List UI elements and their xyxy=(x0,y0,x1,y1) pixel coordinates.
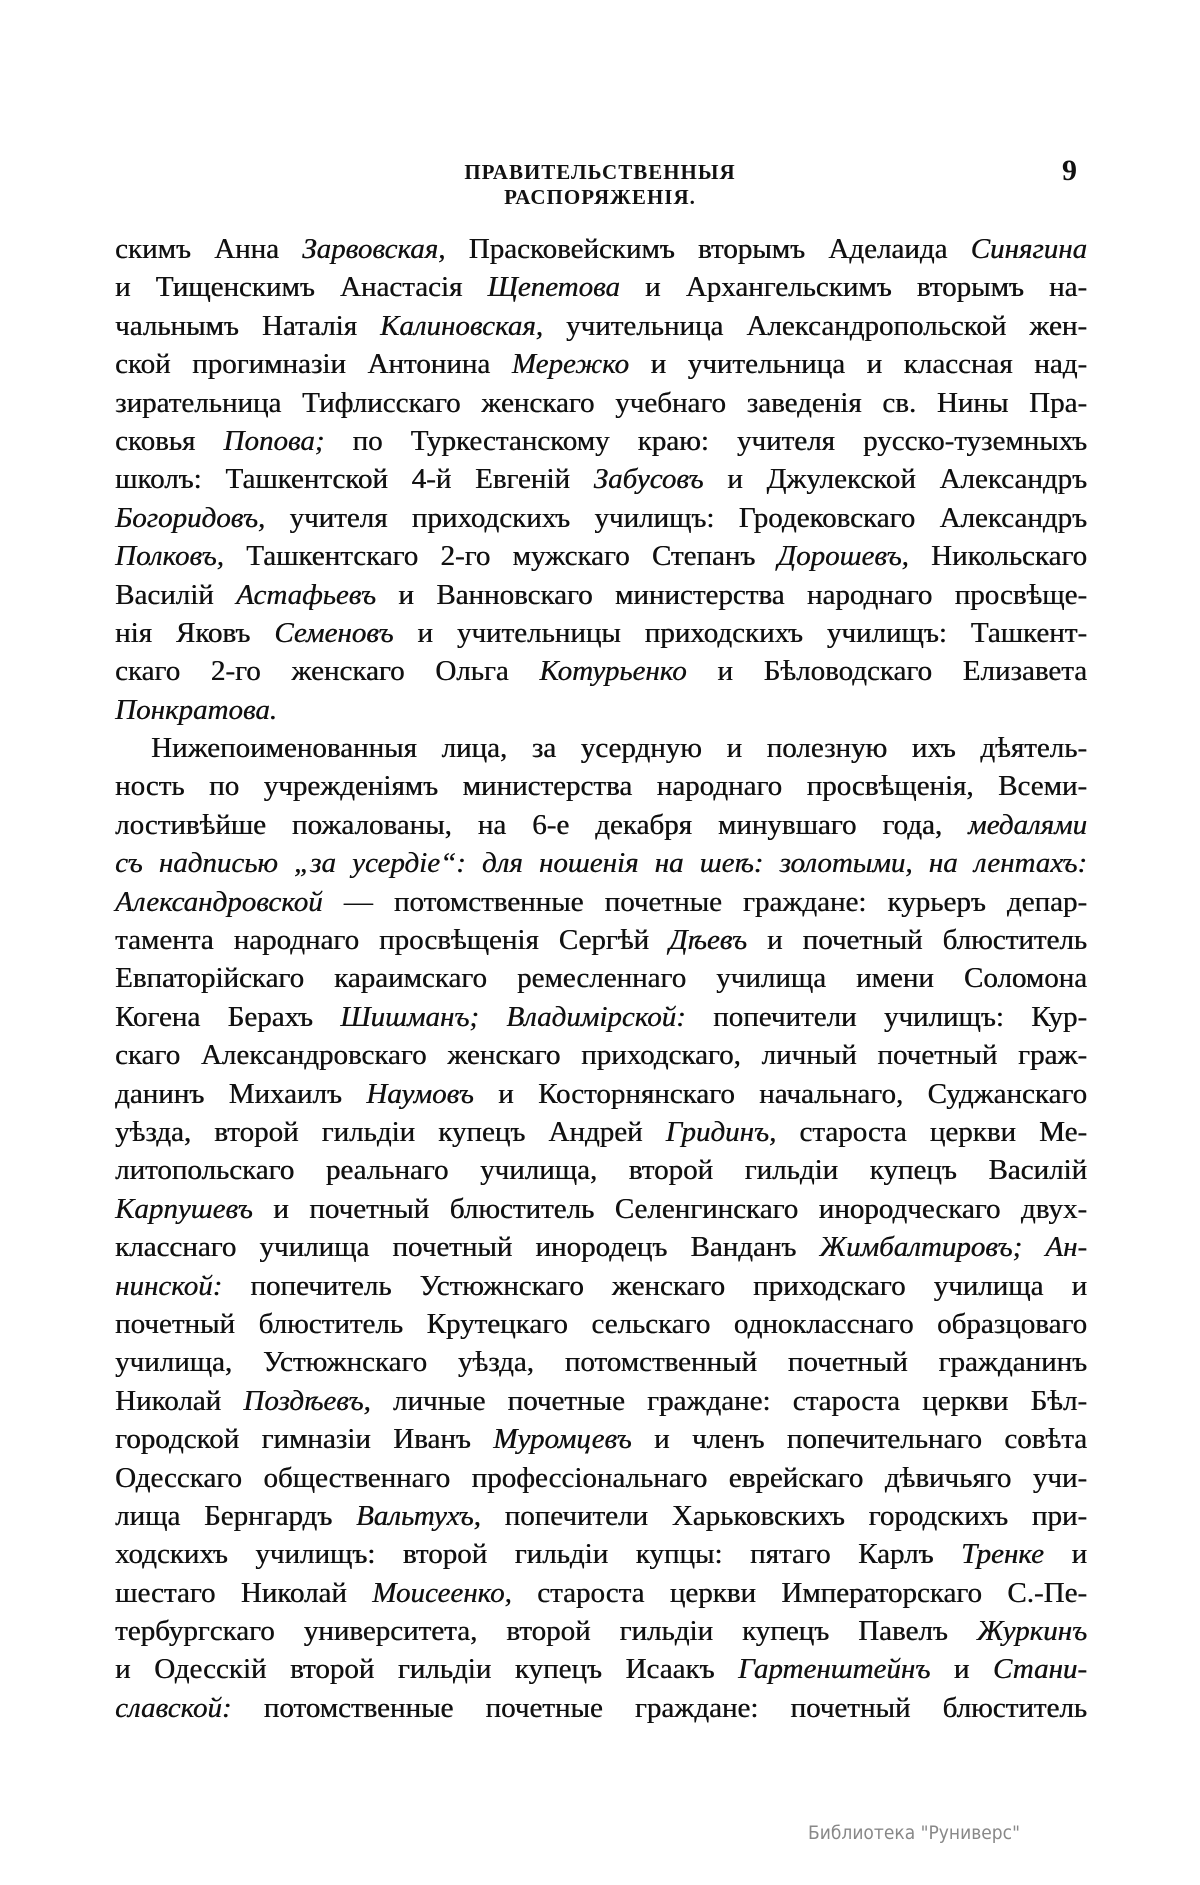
text-line xyxy=(115,499,1087,537)
text-segment: училища, Устюжнскаго уѣзда, потомственный почетный гражданинъ xyxy=(115,1346,1087,1379)
text-line xyxy=(115,576,1087,614)
text-segment: по Туркестанскому краю: учителя русско-туземныхъ xyxy=(324,424,1087,457)
text-segment: Прасковейскимъ вторымъ Аделаида xyxy=(445,233,971,265)
italic-name-segment: Тренке xyxy=(961,1538,1044,1571)
italic-name-segment: Наумовъ xyxy=(366,1077,474,1110)
italic-name-segment: съ надписью „за усердіе“: для ношенія на шеѣ: золотыми, на лентахъ: xyxy=(115,847,1087,880)
italic-name-segment: Моисеенко, xyxy=(372,1576,512,1609)
italic-name-segment: Гридинъ, xyxy=(665,1115,777,1148)
text-segment: учительница Александропольской жен- xyxy=(542,309,1087,342)
text-segment: скимъ Анна xyxy=(115,233,303,265)
text-segment: городской гимназіи Иванъ xyxy=(115,1423,494,1456)
italic-name-segment: Дорошевъ, xyxy=(777,540,909,573)
text-line xyxy=(115,307,1087,345)
text-line xyxy=(115,1113,1087,1151)
text-line xyxy=(115,1305,1087,1343)
italic-name-segment: Шишманъ; Владимірской: xyxy=(340,1000,686,1033)
text-segment: нія Яковъ xyxy=(115,616,275,649)
text-line xyxy=(115,1382,1087,1420)
text-line xyxy=(115,767,1087,805)
italic-name-segment: Котурьенко xyxy=(539,655,687,688)
text-segment: и xyxy=(930,1653,993,1686)
text-segment: и Бѣловодскаго Елизавета xyxy=(686,655,1087,688)
text-segment: и xyxy=(1043,1538,1087,1571)
text-segment: Никольскаго xyxy=(908,540,1087,573)
text-line xyxy=(115,1420,1087,1458)
text-segment: Ташкентскаго 2-го мужскаго Степанъ xyxy=(223,540,778,573)
italic-name-segment: Журкинъ xyxy=(976,1615,1087,1648)
text-line xyxy=(115,729,1087,767)
italic-name-segment: Карпушевъ xyxy=(115,1192,253,1225)
text-line xyxy=(115,844,1087,882)
text-line xyxy=(115,384,1087,422)
text-line xyxy=(115,883,1087,921)
text-line xyxy=(115,1650,1087,1688)
text-segment: ходскихъ училищъ: второй гильдіи купцы: пятаго Карлъ xyxy=(115,1538,962,1571)
italic-name-segment: Богоридовъ, xyxy=(115,501,266,534)
text-segment: Николай xyxy=(115,1384,244,1417)
italic-name-segment: славской: xyxy=(115,1691,232,1724)
italic-name-segment: Вальтухъ, xyxy=(355,1499,481,1532)
italic-name-segment: Калиновская, xyxy=(379,309,543,342)
text-segment: чальнымъ Наталія xyxy=(115,309,380,342)
italic-name-segment: Семеновъ xyxy=(274,616,394,649)
text-segment: тамента народнаго просвѣщенія Сергѣй xyxy=(115,924,669,957)
text-segment: скаго Александровскаго женскаго приходскаго, личный почетный граж- xyxy=(115,1039,1087,1072)
text-segment: и Джулекской Александръ xyxy=(703,463,1087,496)
italic-name-segment: Щепетова xyxy=(487,271,620,304)
italic-name-segment: Попова; xyxy=(223,424,325,457)
text-line xyxy=(115,806,1087,844)
text-line xyxy=(115,537,1087,575)
text-line xyxy=(115,998,1087,1036)
text-segment: Евпаторійскаго караимскаго ремесленнаго училища имени Соломона xyxy=(115,962,1087,995)
text-line xyxy=(115,1612,1087,1650)
text-segment: школъ: Ташкентской 4-й Евгеній xyxy=(115,463,594,496)
italic-name-segment: медалями xyxy=(968,808,1087,841)
italic-name-segment: Понкратова. xyxy=(115,693,277,726)
text-line xyxy=(115,1151,1087,1189)
text-segment: Василій xyxy=(115,578,237,611)
text-segment: Одесскаго общественнаго профессіональнаго еврейскаго дѣвичьяго учи- xyxy=(115,1461,1087,1494)
text-segment: — потомственные почетные граждане: курьеръ депар- xyxy=(322,885,1087,918)
text-segment: личные почетные граждане: староста церкви Бѣл- xyxy=(370,1384,1088,1417)
text-segment: почетный блюститель Крутецкаго сельскаго однокласснаго образцоваго xyxy=(115,1307,1087,1340)
text-line xyxy=(115,652,1087,690)
text-line xyxy=(115,1574,1087,1612)
italic-name-segment: Астафьевъ xyxy=(236,578,376,611)
text-segment: уѣзда, второй гильдіи купецъ Андрей xyxy=(115,1115,666,1148)
text-segment: ской прогимназіи Антонина xyxy=(115,348,512,381)
text-segment: попечитель Устюжнскаго женскаго приходскаго училища и xyxy=(222,1269,1087,1302)
text-segment: и учительницы приходскихъ училищъ: Ташкент- xyxy=(393,616,1087,649)
text-line xyxy=(115,1343,1087,1381)
text-segment: и Ванновскаго министерства народнаго просвѣще- xyxy=(375,578,1088,611)
text-segment: и членъ попечительнаго совѣта xyxy=(631,1423,1087,1456)
text-line xyxy=(115,691,1087,729)
text-segment: староста церкви Императорскаго С.-Пе- xyxy=(511,1576,1087,1609)
text-line xyxy=(115,1267,1087,1305)
text-segment: староста церкви Ме- xyxy=(776,1115,1087,1148)
text-segment: данинъ Михаилъ xyxy=(115,1077,367,1110)
text-line xyxy=(115,1689,1087,1727)
text-segment: попечители Харьковскихъ городскихъ при- xyxy=(480,1499,1087,1532)
italic-name-segment: Дѣевъ xyxy=(669,924,747,957)
text-segment: Нижепоименованныя лица, за усердную и полезную ихъ дѣятель- xyxy=(151,732,1087,765)
text-segment: тербургскаго университета, второй гильдіи купецъ Павелъ xyxy=(115,1615,977,1648)
text-segment: Когена Берахъ xyxy=(115,1000,341,1033)
text-segment: ность по учрежденіямъ министерства народнаго просвѣщенія, Всеми- xyxy=(115,770,1087,803)
text-segment: и почетный блюститель Селенгинскаго инородческаго двух- xyxy=(252,1192,1087,1225)
italic-name-segment: Забусовъ xyxy=(593,463,704,496)
body-text xyxy=(115,230,1087,1727)
text-segment: шестаго Николай xyxy=(115,1576,373,1609)
text-line xyxy=(115,959,1087,997)
text-line xyxy=(115,230,1087,268)
text-line xyxy=(115,1075,1087,1113)
running-title: ПРАВИТЕЛЬСТВЕННЫЯ РАСПОРЯЖЕНІЯ. xyxy=(464,160,736,209)
italic-name-segment: Стани- xyxy=(992,1653,1087,1686)
italic-name-segment: Жимбалтировъ; Ан- xyxy=(819,1231,1088,1264)
text-line xyxy=(115,1228,1087,1266)
italic-name-segment: Синягина xyxy=(970,233,1087,265)
italic-name-segment: Мережко xyxy=(511,348,629,381)
text-segment: и Архангельскимъ вторымъ на- xyxy=(619,271,1088,304)
text-segment: скаго 2-го женскаго Ольга xyxy=(115,655,540,688)
text-line xyxy=(115,1535,1087,1573)
text-line xyxy=(115,1459,1087,1497)
text-segment: и Косторнянскаго начальнаго, Суджанскаго xyxy=(473,1077,1087,1110)
text-segment: зирательница Тифлисскаго женскаго учебнаго заведенія св. Нины Пра- xyxy=(115,386,1087,419)
text-segment: лища Бернгардъ xyxy=(115,1499,356,1532)
text-segment: лостивѣйше пожалованы, на 6-е декабря минувшаго года, xyxy=(115,808,969,841)
text-segment: класснаго училища почетный инородецъ Ванданъ xyxy=(115,1231,820,1264)
italic-name-segment: Муромцевъ xyxy=(493,1423,632,1456)
text-line xyxy=(115,345,1087,383)
italic-name-segment: Полковъ, xyxy=(115,540,224,573)
library-watermark: Библиотека "Руниверс" xyxy=(808,1822,1020,1844)
text-line xyxy=(115,268,1087,306)
text-line xyxy=(115,460,1087,498)
italic-name-segment: Зарвовская, xyxy=(302,233,446,265)
text-segment: учителя приходскихъ училищъ: Гродековскаго Александръ xyxy=(265,501,1087,534)
text-segment: и Тищенскимъ Анастасія xyxy=(115,271,488,304)
italic-name-segment: нинской: xyxy=(115,1269,223,1302)
text-segment: и учительница и классная над- xyxy=(628,348,1087,381)
italic-name-segment: Александровской xyxy=(115,885,323,918)
text-segment: и почетный блюститель xyxy=(746,924,1087,957)
page-number: 9 xyxy=(1062,154,1077,187)
text-line xyxy=(115,1497,1087,1535)
text-line xyxy=(115,614,1087,652)
text-segment: литопольскаго реальнаго училища, второй гильдіи купецъ Василій xyxy=(115,1154,1087,1187)
page-header xyxy=(0,154,1200,209)
text-segment: сковья xyxy=(115,424,224,457)
text-line xyxy=(115,422,1087,460)
text-line xyxy=(115,1036,1087,1074)
text-segment: потомственные почетные граждане: почетный блюститель xyxy=(231,1691,1087,1724)
text-segment: попечители училищъ: Кур- xyxy=(685,1000,1087,1033)
italic-name-segment: Поздѣевъ, xyxy=(243,1384,371,1417)
text-segment: и Одесскій второй гильдіи купецъ Исаакъ xyxy=(115,1653,738,1686)
text-line xyxy=(115,1190,1087,1228)
text-line xyxy=(115,921,1087,959)
italic-name-segment: Гартенштейнъ xyxy=(737,1653,931,1686)
